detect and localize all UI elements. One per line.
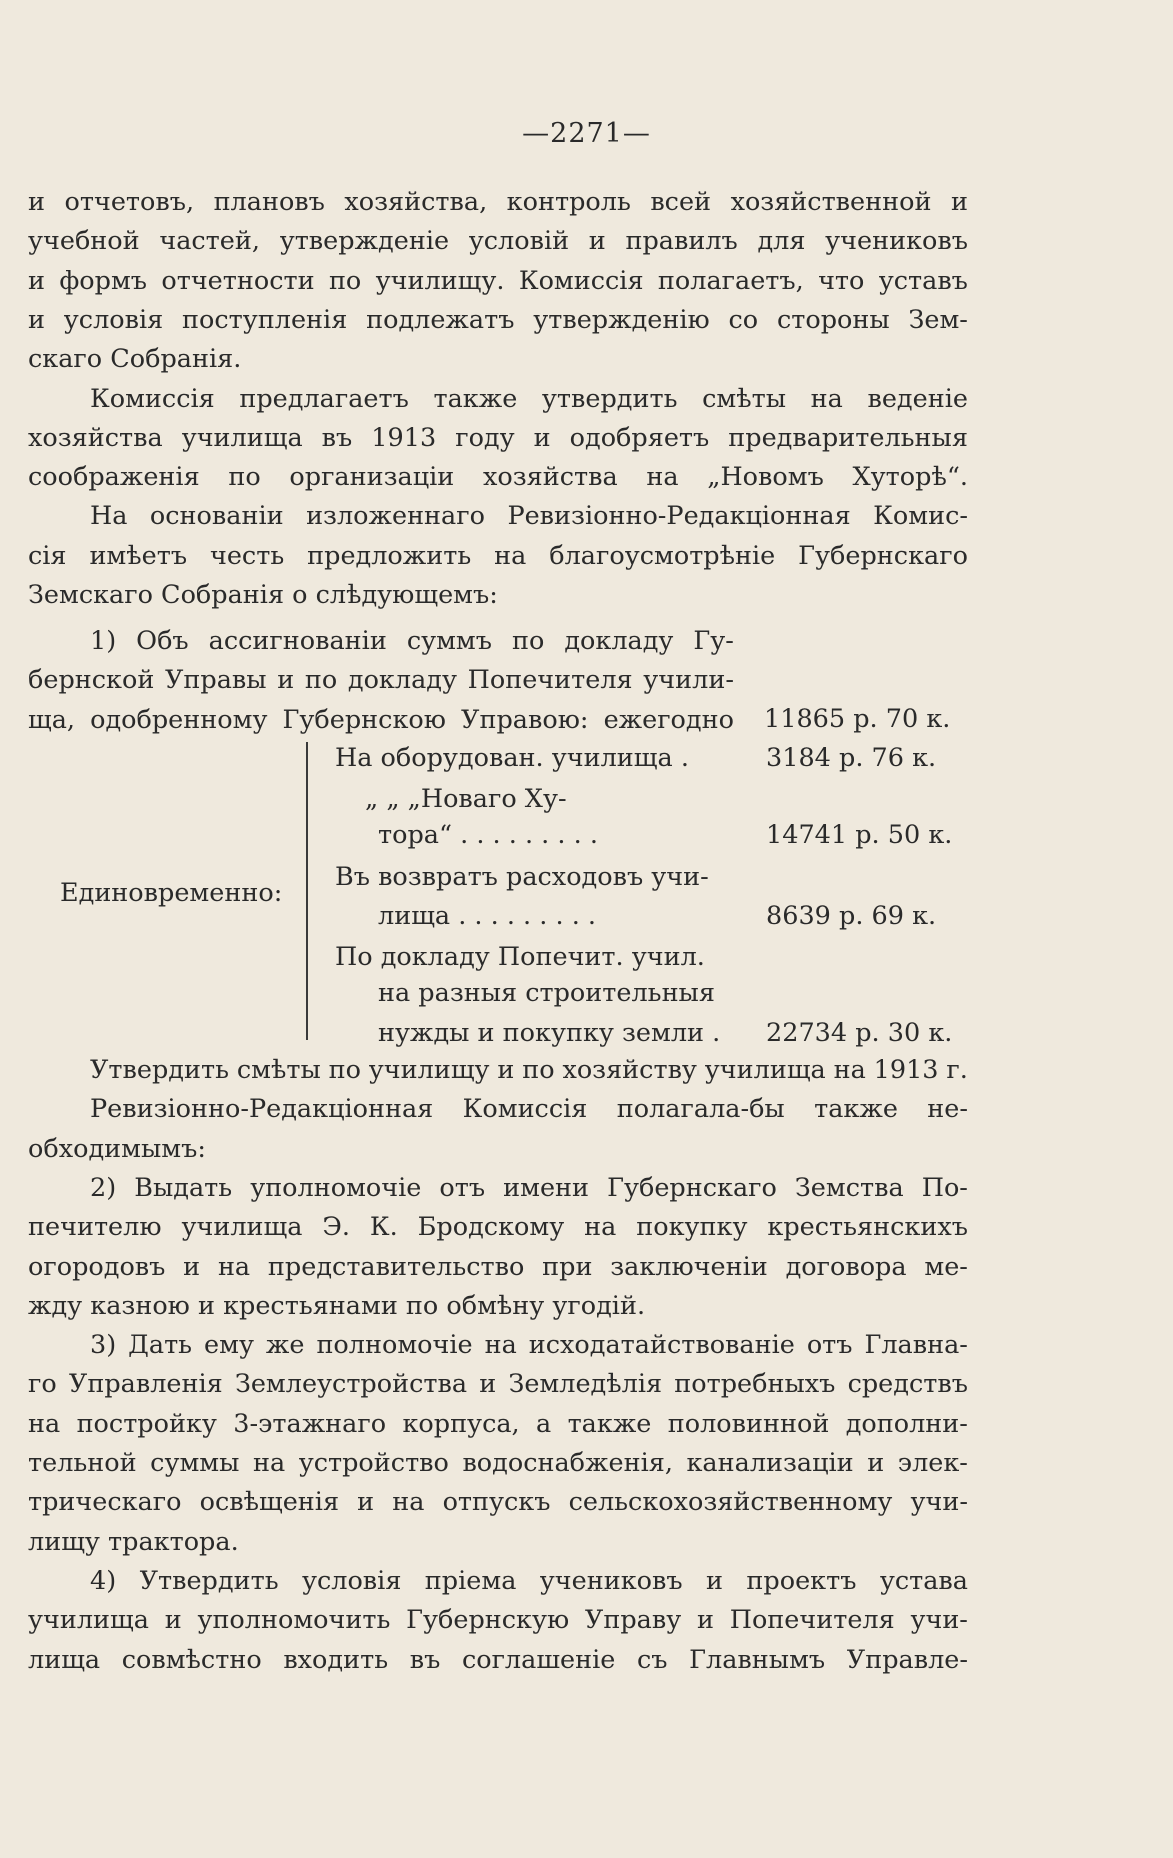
word: освѣщенія [199, 1487, 340, 1518]
word: на [810, 383, 843, 414]
word: водоснабженія, [462, 1448, 673, 1478]
once-row-amount: 3184 р. 76 к. [766, 743, 937, 773]
word: по [328, 265, 362, 296]
word: и [588, 226, 606, 257]
word: формъ [59, 265, 148, 296]
word: на [646, 462, 679, 493]
word: основаніи [149, 501, 284, 532]
word: при [542, 1251, 593, 1282]
word: докладу [564, 626, 674, 656]
word: договора [785, 1251, 907, 1282]
word: суммы [150, 1448, 240, 1478]
word: отчетности [161, 265, 315, 296]
text-line: скаго Собранія. [28, 344, 242, 375]
word: утвержденіе [279, 226, 450, 257]
once-row-amount: 14741 р. 50 к. [766, 820, 953, 850]
word: Главна- [864, 1330, 968, 1361]
word: не- [927, 1094, 968, 1125]
text-line: лищу трактора. [28, 1526, 239, 1557]
word: условія [63, 304, 164, 335]
word: По- [921, 1172, 968, 1203]
word: и [357, 1487, 375, 1518]
word: соглашеніе [461, 1644, 616, 1675]
text-line [28, 1444, 968, 1483]
word: сія [28, 540, 67, 571]
word: сельскохозяйственному [568, 1487, 893, 1518]
word: стороны [776, 304, 890, 335]
word: ща, [28, 704, 76, 735]
text-line [90, 497, 968, 536]
word: училища [28, 1605, 149, 1636]
word: Комис- [873, 501, 968, 532]
word: хозяйства [482, 462, 618, 493]
word: Выдать [134, 1172, 233, 1203]
text-line [28, 262, 968, 301]
word: для [757, 226, 806, 257]
word: „Новомъ [707, 462, 824, 493]
word: устройство [298, 1448, 449, 1478]
word: Утвердить [139, 1565, 279, 1596]
word: также [567, 1408, 652, 1439]
text-line [28, 1365, 968, 1404]
word: учениковъ [539, 1565, 683, 1596]
text-line: Земскаго Собранія о слѣдующемъ: [28, 580, 498, 610]
once-row-amount: 22734 р. 30 к. [766, 1018, 953, 1048]
brace [306, 742, 308, 1040]
word: съ [637, 1644, 668, 1675]
word: благоусмотрѣніе [549, 540, 776, 571]
word: Управу [584, 1605, 682, 1636]
word: совмѣстно [121, 1644, 262, 1675]
word: и [497, 1055, 515, 1085]
text-line: обходимымъ: [28, 1133, 206, 1164]
text-line [28, 701, 734, 740]
word: проектъ [746, 1565, 857, 1596]
once-row-text: нужды и покупку земли . [378, 1018, 721, 1048]
word: ему [204, 1330, 254, 1361]
word: отчетовъ, [64, 187, 195, 217]
word: въ [321, 422, 353, 453]
page-number: —2271— [522, 118, 651, 149]
word: всей [650, 187, 712, 217]
word: лища [28, 1644, 101, 1675]
word: хозяйства [28, 422, 163, 453]
word: утвердить [541, 383, 678, 414]
word: соображенія [28, 462, 200, 493]
word: училищу. [375, 265, 505, 296]
word: и [479, 1369, 497, 1400]
word: изложеннаго [306, 501, 485, 532]
text-line [28, 183, 968, 222]
word: докладу [347, 665, 457, 696]
text-line [28, 1641, 968, 1680]
word: на [584, 1212, 617, 1243]
word: покупку [636, 1212, 748, 1243]
word: и [706, 1565, 724, 1596]
word: отъ [439, 1172, 486, 1203]
word: Комиссія [462, 1094, 588, 1125]
word: учи- [910, 1487, 968, 1518]
word: Объ [136, 626, 189, 656]
word: исходатайствованіе [528, 1330, 795, 1361]
word: контроль [506, 187, 631, 217]
word: Землеустройства [234, 1369, 468, 1400]
word: полагала-бы [616, 1094, 785, 1125]
word: пріема [424, 1565, 517, 1596]
word: Дать [128, 1330, 193, 1361]
word: представительство [267, 1251, 525, 1282]
word: училища [181, 422, 303, 453]
word: и [183, 1251, 201, 1282]
word: утвержденію [533, 304, 710, 335]
word: одобренному [90, 704, 268, 735]
text-line [28, 458, 968, 497]
word: Главнымъ [689, 1644, 826, 1675]
word: корпуса, [402, 1408, 520, 1439]
word: Гу- [693, 626, 734, 656]
once-row-text: лища . . . . . . . . . [378, 901, 597, 931]
word: учи- [910, 1605, 968, 1636]
word: Губернскаго [607, 1172, 777, 1203]
word: предложить [307, 540, 472, 571]
text-line [28, 222, 968, 261]
word: уполномочить [197, 1605, 391, 1636]
word: предварительныя [728, 422, 968, 453]
word: одобряетъ [569, 422, 710, 453]
word: училища [181, 1212, 303, 1243]
word: тельной [28, 1448, 137, 1478]
word: и [950, 187, 968, 217]
word: условія [301, 1565, 402, 1596]
text-line [28, 1248, 968, 1287]
word: хозяйству [562, 1055, 697, 1085]
once-row-text: По докладу Попечит. учил. [335, 942, 705, 972]
word: что [818, 265, 865, 296]
word: училища [704, 1055, 826, 1085]
word: плановъ [213, 187, 325, 217]
word: же [265, 1330, 305, 1361]
word: также [814, 1094, 898, 1125]
text-line [90, 1051, 968, 1090]
word: К. [369, 1212, 398, 1243]
word: учебной [28, 226, 140, 257]
word: 1) [90, 626, 117, 656]
word: го [28, 1369, 57, 1400]
text-line [90, 622, 734, 661]
word: Зем- [908, 304, 968, 335]
word: Земледѣлія [508, 1369, 663, 1400]
word: Губернскую [406, 1605, 570, 1636]
word: Управленія [68, 1369, 223, 1400]
once-row-amount: 8639 р. 69 к. [766, 901, 937, 931]
word: также [433, 383, 518, 414]
word: организаціи [289, 462, 455, 493]
word: и [164, 1605, 182, 1636]
word: честь [209, 540, 285, 571]
annual-amount: 11865 р. 70 к. [764, 704, 951, 734]
word: подлежатъ [366, 304, 515, 335]
word: по [522, 1055, 555, 1085]
word: а [536, 1408, 552, 1439]
once-row-text: Въ возвратъ расходовъ учи- [335, 862, 709, 892]
word: заключеніи [610, 1251, 768, 1282]
word: въ [409, 1644, 441, 1675]
word: потребныхъ [674, 1369, 836, 1400]
word: ассигнованіи [208, 626, 387, 656]
word: хозяйства, [344, 187, 488, 217]
word: Ревизіонно-Редакціонная [507, 501, 851, 532]
text-line [28, 1208, 968, 1247]
word: и [28, 304, 45, 335]
page-body [28, 0, 968, 1858]
word: по [304, 665, 338, 696]
word: огородовъ [28, 1251, 166, 1282]
word: на [252, 1448, 286, 1478]
text-line [28, 301, 968, 340]
word: Губернскою [282, 704, 446, 735]
word: имѣетъ [89, 540, 188, 571]
once-row-text: на разныя строительныя [378, 978, 715, 1008]
word: Ревизіонно-Редакціонная [90, 1094, 434, 1125]
once-row-text: „ „ „Новаго Ху- [365, 784, 567, 814]
word: правилъ [625, 226, 738, 257]
word: Губернскаго [798, 540, 968, 571]
text-line [28, 419, 968, 458]
word: Земства [794, 1172, 904, 1203]
text-line [28, 661, 734, 700]
word: средствъ [847, 1369, 968, 1400]
word: 3) [90, 1330, 117, 1361]
word: половинной [667, 1408, 830, 1439]
word: печителю [28, 1212, 162, 1243]
word: на [392, 1487, 425, 1518]
word: бернской [28, 665, 155, 696]
word: по [511, 626, 545, 656]
word: и [28, 265, 45, 296]
text-line [28, 537, 968, 576]
word: хозяйственной [730, 187, 932, 217]
word: и [277, 665, 295, 696]
once-row-text: На оборудован. училища . [335, 743, 689, 773]
word: г. [946, 1055, 968, 1085]
word: уставъ [878, 265, 968, 296]
word: условій [468, 226, 570, 257]
word: и [867, 1448, 885, 1478]
word: входить [283, 1644, 389, 1675]
word: смѣты [702, 383, 787, 414]
word: веденіе [867, 383, 968, 414]
word: 1913 [873, 1055, 939, 1085]
word: элек- [897, 1448, 968, 1478]
word: на [494, 540, 527, 571]
text-line [28, 1405, 968, 1444]
word: 4) [90, 1565, 117, 1596]
word: и [28, 187, 45, 217]
once-row-text: тора“ . . . . . . . . . [378, 820, 598, 850]
word: Бродскому [417, 1212, 565, 1243]
word: на [28, 1408, 61, 1439]
word: ежегодно [603, 704, 734, 735]
word: Утвердить [90, 1055, 229, 1085]
word: На [90, 501, 128, 532]
word: уполномочіе [250, 1172, 422, 1203]
word: на [833, 1055, 866, 1085]
word: Управле- [846, 1644, 968, 1675]
word: постройку [76, 1408, 217, 1439]
text-line [90, 1169, 968, 1208]
text-line [28, 1601, 968, 1640]
word: по [328, 1055, 361, 1085]
word: 1913 [371, 422, 437, 453]
word: по [228, 462, 261, 493]
text-line [90, 1562, 968, 1601]
word: отъ [806, 1330, 853, 1361]
word: на [484, 1330, 517, 1361]
word: имени [503, 1172, 590, 1203]
word: 3-этажнаго [233, 1408, 387, 1439]
word: суммъ [406, 626, 492, 656]
word: частей, [159, 226, 260, 257]
word: крестьянскихъ [767, 1212, 968, 1243]
word: Управы [164, 665, 267, 696]
word: отпускъ [442, 1487, 551, 1518]
word: году [455, 422, 515, 453]
word: училищу [368, 1055, 490, 1085]
text-line: жду казною и крестьянами по обмѣну угодій. [28, 1290, 646, 1321]
word: Управою: [461, 704, 589, 735]
text-line [90, 1326, 968, 1365]
word: смѣты [236, 1055, 321, 1085]
word: учили- [643, 665, 734, 696]
word: устава [879, 1565, 968, 1596]
word: канализаціи [686, 1448, 854, 1478]
word: Попечителя [729, 1605, 895, 1636]
word: 2) [90, 1172, 117, 1203]
word: дополни- [845, 1408, 968, 1439]
word: и [696, 1605, 714, 1636]
word: со [728, 304, 759, 335]
once-label: Единовременно: [60, 878, 283, 908]
text-line [90, 1090, 968, 1129]
word: учениковъ [825, 226, 968, 257]
word: Комиссія [518, 265, 644, 296]
word: и [533, 422, 551, 453]
word: предлагаетъ [239, 383, 409, 414]
text-line [28, 1483, 968, 1522]
word: полномочіе [316, 1330, 473, 1361]
word: Комиссія [90, 383, 215, 414]
word: Э. [322, 1212, 350, 1243]
word: на [217, 1251, 251, 1282]
word: Попечителя [467, 665, 633, 696]
word: поступленія [182, 304, 348, 335]
word: трическаго [28, 1487, 182, 1518]
word: полагаетъ, [657, 265, 804, 296]
word: Хуторѣ“. [852, 462, 968, 493]
text-line [90, 380, 968, 419]
word: ме- [924, 1251, 968, 1282]
